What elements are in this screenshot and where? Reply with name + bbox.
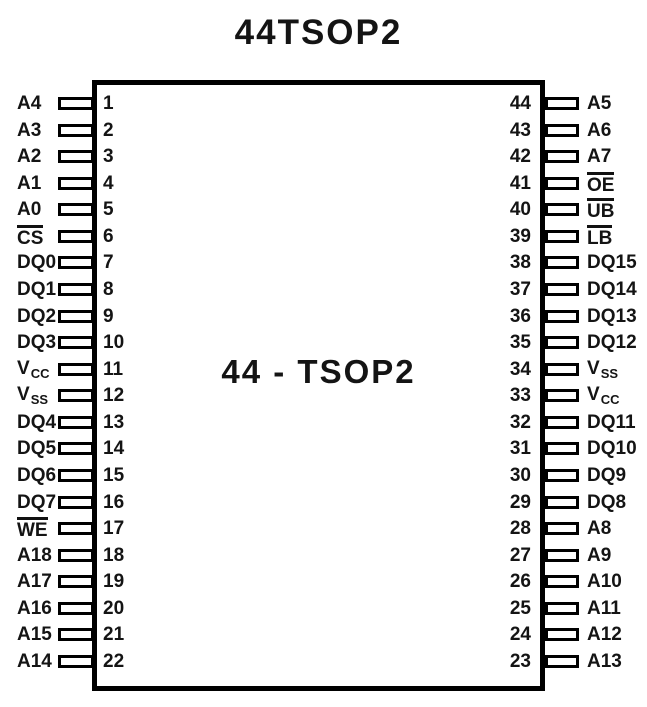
pin-row	[460, 598, 621, 619]
pin-lead	[545, 124, 579, 137]
pin-row	[0, 279, 114, 300]
pin-number: 37	[509, 278, 531, 300]
pin-label	[587, 253, 637, 272]
pin-label-text: A11	[587, 597, 621, 619]
pin-label-text: DQ13	[587, 305, 637, 327]
pin-label-text: DQ4	[17, 411, 57, 433]
pin-row	[0, 199, 114, 220]
pin-number: 7	[103, 252, 114, 274]
pin-label-text: A13	[587, 650, 622, 672]
pin-label	[17, 307, 57, 326]
pin-row	[460, 173, 614, 194]
pin-label-text: A5	[587, 93, 612, 114]
pin-lead	[545, 522, 579, 535]
pin-label	[17, 493, 57, 512]
pin-label	[587, 307, 637, 326]
pin-row	[460, 412, 636, 433]
pin-label-text: DQ6	[17, 464, 57, 486]
pin-row	[0, 93, 114, 114]
pin-number: 15	[103, 464, 125, 486]
pin-row	[460, 359, 618, 380]
pin-number: 16	[103, 491, 125, 513]
pin-lead	[545, 389, 579, 402]
pin-label	[17, 652, 57, 671]
pin-label-subscript: CC	[30, 365, 50, 381]
pin-lead	[545, 283, 579, 296]
pin-number: 33	[509, 385, 531, 407]
pin-row	[460, 279, 637, 300]
pin-lead	[545, 230, 579, 243]
pin-number: 11	[103, 358, 124, 380]
pin-label	[587, 546, 611, 565]
pin-lead	[58, 628, 94, 641]
pin-number: 26	[509, 571, 531, 593]
pin-number: 9	[103, 305, 114, 327]
pin-label-text: DQ5	[17, 438, 57, 460]
pin-label-text: DQ1	[17, 278, 57, 300]
pin-label	[587, 94, 611, 113]
pin-row	[460, 146, 611, 167]
pin-label	[17, 253, 57, 272]
pin-label-subscript: SS	[30, 392, 49, 408]
pin-row	[0, 651, 124, 672]
pin-number: 34	[509, 358, 531, 380]
pin-row	[0, 120, 114, 141]
pin-label	[587, 225, 612, 248]
pin-label	[587, 652, 622, 671]
pin-lead	[58, 363, 94, 376]
pin-label	[587, 172, 614, 195]
pin-number: 32	[509, 411, 531, 433]
pin-number: 13	[103, 411, 125, 433]
pin-label-text: V	[587, 384, 600, 406]
pin-label	[587, 439, 637, 458]
pin-number: 3	[103, 146, 114, 168]
pin-label	[17, 517, 57, 540]
pin-label	[587, 121, 611, 140]
pin-lead	[58, 150, 94, 163]
pin-row	[460, 438, 637, 459]
pin-label-text: DQ0	[17, 252, 57, 274]
pin-number: 36	[509, 305, 531, 327]
pin-label-text: UB	[587, 198, 614, 221]
pin-label	[17, 625, 57, 644]
pin-number: 20	[103, 597, 125, 619]
pin-row	[0, 545, 124, 566]
pin-label	[17, 174, 57, 193]
pin-lead	[545, 549, 579, 562]
pin-row	[0, 306, 114, 327]
pin-lead	[545, 575, 579, 588]
pin-lead	[58, 575, 94, 588]
pin-label	[587, 147, 611, 166]
pin-number: 14	[103, 438, 125, 460]
pin-label	[17, 121, 57, 140]
pin-label-subscript: CC	[600, 392, 620, 408]
pin-label	[17, 572, 57, 591]
pin-label-text: A9	[587, 544, 612, 566]
pin-number: 19	[103, 571, 125, 593]
pin-label-text: CS	[17, 225, 43, 248]
pin-label	[587, 333, 637, 352]
pin-label-text: A18	[17, 544, 52, 566]
pin-label-text: DQ2	[17, 305, 57, 327]
pin-label-text: LB	[587, 225, 612, 248]
pin-row	[460, 226, 612, 247]
pin-lead	[545, 416, 579, 429]
pin-label	[17, 94, 57, 113]
pin-lead	[58, 442, 94, 455]
pin-number: 12	[103, 385, 125, 407]
pin-label-text: A17	[17, 571, 52, 593]
pin-row	[460, 385, 619, 406]
pin-lead	[58, 283, 94, 296]
pin-lead	[58, 177, 94, 190]
pin-label-text: DQ3	[17, 332, 57, 354]
pin-lead	[545, 655, 579, 668]
pin-label-text: DQ11	[587, 411, 636, 433]
pin-row	[0, 173, 114, 194]
pin-label-text: WE	[17, 517, 48, 540]
pin-number: 10	[103, 332, 125, 354]
pin-number: 35	[509, 332, 531, 354]
pin-lead	[58, 469, 94, 482]
pin-label-text: A7	[587, 146, 612, 168]
pin-row	[0, 359, 123, 380]
pin-row	[460, 332, 637, 353]
pin-row	[0, 252, 114, 273]
pin-row	[460, 120, 611, 141]
pin-label	[587, 385, 619, 406]
pin-lead	[58, 602, 94, 615]
pin-lead	[545, 628, 579, 641]
pin-lead	[545, 442, 579, 455]
pin-label	[587, 359, 618, 380]
pin-row	[0, 598, 124, 619]
pin-row	[0, 624, 124, 645]
pin-label	[17, 280, 57, 299]
pin-label	[17, 200, 57, 219]
pin-row	[0, 518, 125, 542]
pin-label-text: OE	[587, 172, 614, 195]
pin-label	[17, 225, 57, 248]
pin-row	[0, 332, 124, 353]
pin-label-text: DQ8	[587, 491, 627, 513]
pin-row	[0, 571, 124, 592]
pin-number: 5	[103, 199, 114, 221]
pin-label	[17, 439, 57, 458]
pin-number: 24	[509, 624, 531, 646]
pin-number: 22	[103, 650, 125, 672]
pin-label-text: A6	[587, 119, 612, 141]
pin-label-text: A4	[17, 93, 42, 114]
pin-row	[460, 651, 622, 672]
pin-lead	[58, 336, 94, 349]
pin-row	[460, 545, 611, 566]
pin-number: 41	[509, 172, 531, 194]
pin-label	[587, 198, 614, 221]
pin-label	[17, 546, 57, 565]
pin-number: 40	[509, 199, 531, 221]
pin-number: 18	[103, 544, 125, 566]
pin-lead	[58, 655, 94, 668]
pin-row	[460, 306, 637, 327]
pin-label-text: DQ14	[587, 278, 637, 300]
pin-row	[0, 412, 124, 433]
pin-label-text: DQ7	[17, 491, 57, 513]
pin-row	[0, 226, 114, 247]
pin-lead	[58, 310, 94, 323]
pin-lead	[58, 97, 94, 110]
pin-row	[0, 385, 124, 406]
pin-row	[460, 492, 626, 513]
pin-label-text: V	[17, 357, 30, 379]
pin-number: 31	[509, 438, 531, 460]
pin-lead	[58, 389, 94, 402]
pin-row	[460, 571, 622, 592]
pin-number: 28	[509, 518, 531, 540]
pin-number: 25	[509, 597, 531, 619]
pin-lead	[545, 363, 579, 376]
package-title: 44TSOP2	[234, 13, 403, 52]
pin-label	[17, 466, 57, 485]
pin-label	[17, 385, 57, 406]
pin-number: 42	[509, 146, 531, 168]
pin-lead	[545, 177, 579, 190]
pin-lead	[545, 602, 579, 615]
pin-lead	[58, 124, 94, 137]
pin-row	[460, 252, 637, 273]
pin-number: 29	[509, 491, 531, 513]
pin-label-text: V	[587, 357, 600, 379]
pin-lead	[58, 416, 94, 429]
pin-row	[0, 438, 124, 459]
pin-label-text: A2	[17, 146, 42, 168]
pin-number: 17	[103, 518, 125, 540]
pin-label-text: A10	[587, 571, 622, 593]
pin-number: 38	[509, 252, 531, 274]
pin-label	[587, 599, 621, 618]
pin-lead	[545, 256, 579, 269]
pin-number: 39	[509, 225, 531, 247]
pin-label-text: A1	[17, 172, 42, 194]
pin-lead	[58, 549, 94, 562]
pin-label	[587, 625, 622, 644]
pin-lead	[545, 150, 579, 163]
pin-row	[460, 465, 626, 486]
pin-label	[587, 572, 622, 591]
pin-label-text: A3	[17, 119, 42, 141]
pin-row	[460, 199, 615, 223]
pin-number: 23	[509, 650, 531, 672]
pin-label	[587, 280, 637, 299]
pin-row	[0, 492, 124, 513]
pin-number: 44	[509, 93, 531, 114]
pin-number: 21	[103, 624, 125, 646]
pin-label-text: A14	[17, 650, 52, 672]
pin-row	[460, 518, 611, 539]
chip-center-label: 44 - TSOP2	[221, 353, 416, 390]
pin-lead	[545, 203, 579, 216]
pin-number: 4	[103, 172, 114, 194]
pin-number: 43	[509, 119, 531, 141]
pin-lead	[58, 522, 94, 535]
pin-label-subscript: SS	[600, 365, 619, 381]
pin-label-text: A12	[587, 624, 622, 646]
pin-label-text: A0	[17, 199, 42, 221]
pin-lead	[58, 496, 94, 509]
pin-label	[17, 599, 57, 618]
pin-label	[587, 413, 636, 432]
pin-label-text: DQ15	[587, 252, 637, 274]
pin-number: 8	[103, 278, 114, 300]
pin-label-text: DQ9	[587, 464, 627, 486]
pin-number: 30	[509, 464, 531, 486]
pin-lead	[58, 256, 94, 269]
pin-label	[587, 493, 626, 512]
pin-lead	[545, 469, 579, 482]
pin-lead	[58, 203, 94, 216]
pin-label	[17, 413, 57, 432]
pin-row	[0, 146, 114, 167]
pin-number: 27	[509, 544, 531, 566]
pin-row	[460, 93, 611, 114]
pin-lead	[545, 496, 579, 509]
pin-number: 6	[103, 225, 114, 247]
pin-label	[17, 147, 57, 166]
pin-number: 2	[103, 119, 114, 141]
pin-label	[587, 519, 611, 538]
pin-label-text: A16	[17, 597, 52, 619]
pin-row	[0, 465, 124, 486]
pin-label	[587, 466, 626, 485]
pin-label-text: DQ12	[587, 332, 637, 354]
pin-number: 1	[103, 93, 114, 114]
pin-lead	[545, 336, 579, 349]
pin-lead	[545, 97, 579, 110]
pin-label	[17, 333, 57, 352]
pin-lead	[545, 310, 579, 323]
pin-label	[17, 359, 57, 380]
pin-label-text: A15	[17, 624, 52, 646]
pin-row	[460, 624, 622, 645]
pin-label-text: A8	[587, 518, 612, 540]
pin-lead	[58, 230, 94, 243]
pin-label-text: V	[17, 384, 30, 406]
pin-label-text: DQ10	[587, 438, 637, 460]
